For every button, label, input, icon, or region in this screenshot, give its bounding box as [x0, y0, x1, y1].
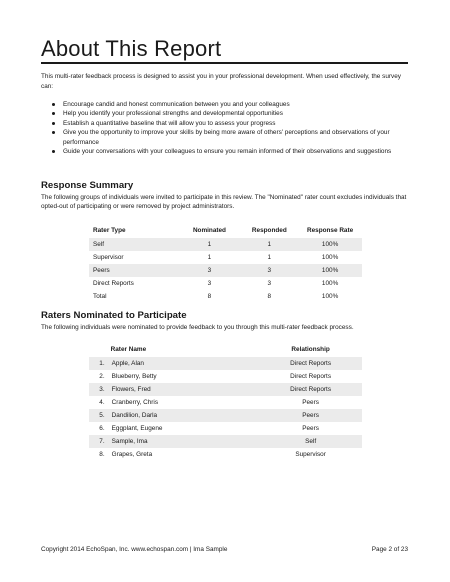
bullet-icon [52, 122, 55, 125]
table-row: 7. Sample, Ima Self [89, 435, 362, 448]
column-header: Rater Name [110, 345, 147, 353]
table-row: Self 1 1 100% [89, 238, 362, 251]
bullet-icon [52, 103, 55, 106]
raters-nominated-heading: Raters Nominated to Participate [41, 310, 187, 321]
column-header: Rater Type [93, 226, 126, 234]
bullet-icon [52, 150, 55, 153]
table-row: 2. Blueberry, Betty Direct Reports [99, 373, 332, 380]
table-header-row [89, 222, 362, 238]
raters-nominated-description: The following individuals were nominated to provide feedback to you through this multi-rater feedback process. [41, 324, 354, 331]
table-row: 1. Apple, Alan Direct Reports [89, 357, 362, 370]
footer-page-number: Page 2 of 23 [371, 546, 408, 553]
table-row: 5. Dandilion, Darla Peers [89, 409, 362, 422]
column-header: Nominated [192, 226, 226, 234]
list-item: Guide your conversations with your colleagues to ensure you remain informed of their observations and suggestions [41, 147, 409, 156]
title-divider [41, 62, 408, 64]
list-item: Help you identify your professional strengths and developmental opportunities [41, 109, 409, 118]
table-row: 6. Eggplant, Eugene Peers [99, 425, 319, 432]
table-row: 8. Grapes, Greta Supervisor [99, 451, 326, 458]
table-row: 4. Cranberry, Chris Peers [99, 399, 319, 406]
column-header: Responded [251, 226, 287, 234]
table-total-row: Total 8 8 100% [93, 293, 339, 300]
intro-paragraph: This multi-rater feedback process is designed to assist you in your professional development. When used effectively, the survey can: [41, 73, 401, 90]
column-header: Relationship [291, 345, 330, 353]
benefits-list [41, 100, 409, 156]
list-item: Establish a quantitative baseline that will allow you to assess your progress [41, 119, 409, 128]
list-item: Encourage candid and honest communication between you and your colleagues [41, 100, 409, 109]
table-row: 3. Flowers, Fred Direct Reports [89, 383, 362, 396]
table-row: Peers 3 3 100% [89, 264, 362, 277]
table-header-row [89, 341, 362, 357]
column-header: Response Rate [307, 226, 354, 234]
list-item: Give you the opportunity to improve your skills by being more aware of others' perceptions and observations of your performance [41, 128, 409, 147]
bullet-icon [52, 131, 55, 134]
bullet-icon [52, 112, 55, 115]
response-summary-heading: Response Summary [41, 180, 134, 191]
raters-nominated-table [89, 341, 362, 461]
table-row: Direct Reports 3 3 100% [93, 280, 339, 287]
response-summary-description: The following groups of individuals were invited to participate in this review. The "Nominated" rater count excludes individuals that opted-out of participating or were removed by project administrators. [41, 194, 407, 211]
footer-copyright: Copyright 2014 EchoSpan, Inc. www.echospan.com | Ima Sample [41, 546, 228, 553]
page-title: About This Report [41, 36, 222, 61]
table-row: Supervisor 1 1 100% [93, 254, 339, 261]
response-summary-table [89, 222, 362, 303]
